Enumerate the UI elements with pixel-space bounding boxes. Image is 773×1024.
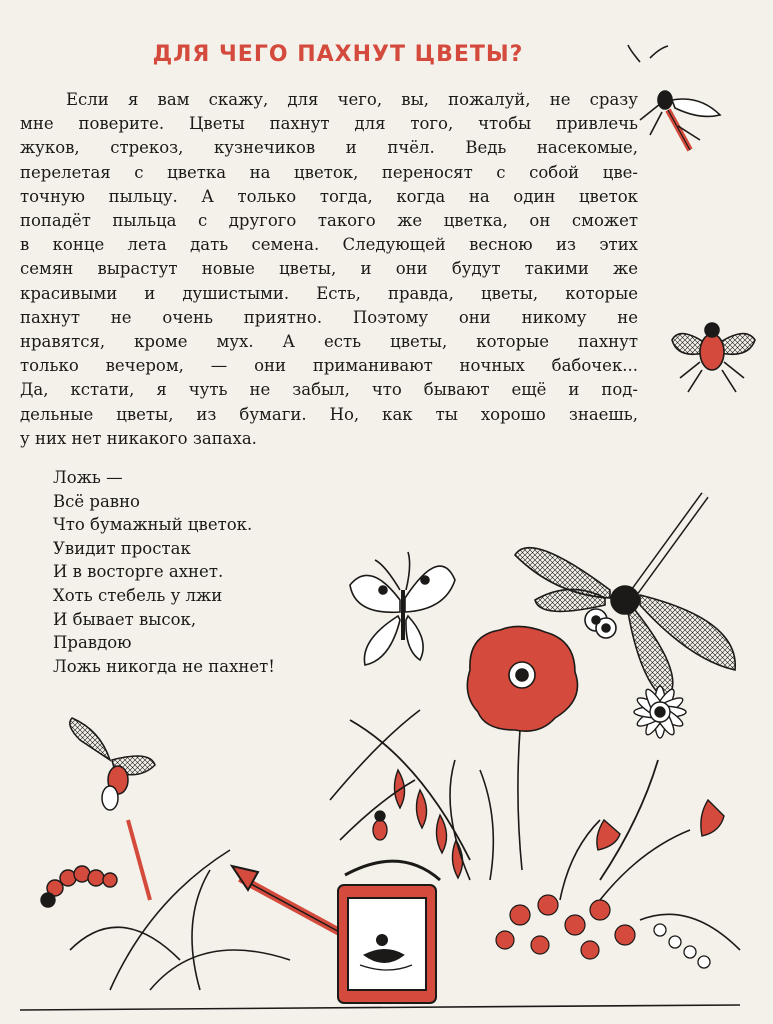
paragraph-line: попадёт пыльца с другого такого же цветка, он сможет xyxy=(20,211,638,231)
poem-line: Правдою xyxy=(53,633,132,653)
watering-can-icon xyxy=(232,861,440,1003)
paragraph-line: нравятся, кроме мух. А есть цветы, которые пахнут xyxy=(20,332,638,352)
paragraph-line: дельные цветы, из бумаги. Но, как ты хорошо знаешь, xyxy=(20,404,638,424)
poem-line: И в восторге ахнет. xyxy=(53,562,224,582)
lily-of-valley-icon xyxy=(654,924,710,968)
butterfly-icon xyxy=(350,552,455,665)
clover-flowers-icon xyxy=(496,895,635,959)
poem-line: Ложь — xyxy=(53,468,123,487)
paragraph-line: мне поверите. Цветы пахнут для того, чтобы привлечь xyxy=(20,114,638,134)
poem-line: Увидит простак xyxy=(53,538,191,558)
poem-line: Что бумажный цветок. xyxy=(53,515,253,535)
poem-line: И бывает высок, xyxy=(53,609,197,629)
paragraph-line: жуков, стрекоз, кузнечиков и пчёл. Ведь насекомые, xyxy=(20,138,638,158)
paragraph-line: красивыми и душистыми. Есть, правда, цветы, которые xyxy=(20,283,638,303)
poem-line: Всё равно xyxy=(53,491,140,511)
page-title: ДЛЯ ЧЕГО ПАХНУТ ЦВЕТЫ? xyxy=(152,42,524,67)
paragraph-line: в конце лета дать семена. Следующей весною из этих xyxy=(20,235,638,255)
bellflower-icon xyxy=(350,720,724,878)
fly-icon xyxy=(672,323,755,392)
caterpillar-icon xyxy=(41,866,117,907)
poppy-flower-icon xyxy=(467,626,577,870)
paragraph-line: пахнут не очень приятно. Поэтому они никому не xyxy=(20,307,638,327)
paragraph-line: у них нет никакого запаха. xyxy=(20,428,257,448)
paragraph-line: перелетая с цветка на цветок, переносят с собой цве- xyxy=(20,162,638,182)
poem-line: Хоть стебель у лжи xyxy=(53,585,223,605)
daisy-flower-icon xyxy=(600,686,686,880)
mosquito-icon xyxy=(628,45,720,150)
beetle-icon xyxy=(373,811,387,840)
poem-line: Ложь никогда не пахнет! xyxy=(53,656,275,676)
paragraph-line: только вечером, — они приманивают ночных бабочек... xyxy=(20,356,638,376)
paragraph-line: семян вырастут новые цветы, и они будут такими же xyxy=(20,259,638,279)
paragraph-line: Если я вам скажу, для чего, вы, пожалуй, не сразу xyxy=(66,90,638,109)
paragraph-line: точную пыльцу. А только тогда, когда на один цветок xyxy=(20,186,638,206)
paragraph-line: Да, кстати, я чуть не забыл, что бывают ещё и под- xyxy=(20,380,638,400)
